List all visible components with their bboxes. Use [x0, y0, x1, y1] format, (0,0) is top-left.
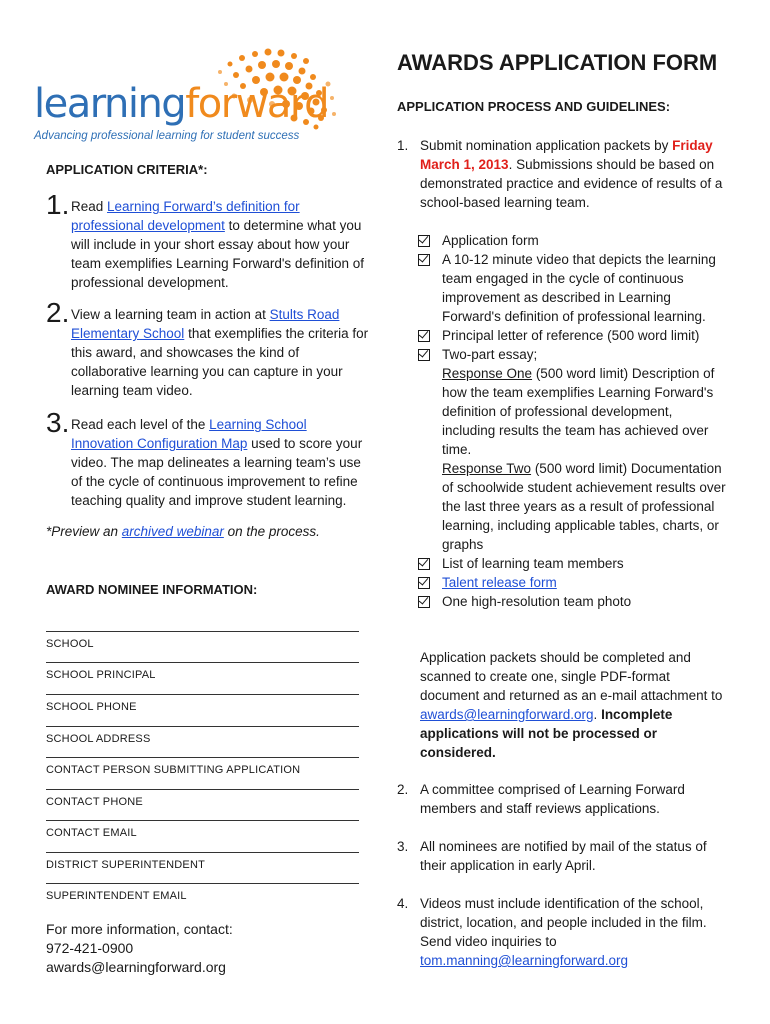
page-title: AWARDS APPLICATION FORM	[397, 50, 718, 75]
checklist-item: Application form	[418, 231, 728, 250]
district-superintendent-field[interactable]: DISTRICT SUPERINTENDENT	[46, 852, 359, 871]
contact-info	[46, 920, 233, 977]
response-one-label: Response One	[442, 366, 533, 381]
checkbox-icon	[418, 558, 430, 570]
school-field[interactable]: SCHOOL	[46, 631, 359, 650]
checkbox-icon	[418, 577, 430, 589]
deadline-date: Friday March 1, 2013	[420, 138, 713, 172]
checklist-item: One high-resolution team photo	[418, 592, 728, 611]
video-inquiry-email-link[interactable]: tom.manning@learningforward.org	[420, 953, 629, 968]
packets-instructions: Application packets should be completed and scanned to create one, single PDF-format document and returned as an e-mail attachment to awards@learningforward.org. Incomplete applications will not be processed or considered.	[420, 650, 723, 760]
contact-email: awards@learningforward.org	[46, 959, 226, 975]
process-heading: APPLICATION PROCESS AND GUIDELINES:	[397, 99, 671, 114]
talent-release-link[interactable]: Talent release form	[442, 575, 557, 590]
step-4: 4. Videos must include identification of the school, district, location, and people included in the film. Send video inquiries to tom.manning@learningforward.org	[397, 896, 707, 968]
awards-email-link[interactable]: awards@learningforward.org	[420, 707, 594, 722]
contact-phone: 972-421-0900	[46, 940, 134, 956]
checklist-item	[418, 573, 728, 592]
nominee-heading: AWARD NOMINEE INFORMATION:	[46, 582, 258, 597]
checkbox-icon	[418, 330, 430, 342]
checkbox-icon	[418, 254, 430, 266]
criteria-number: 2.	[46, 297, 70, 328]
contact-phone-field[interactable]: CONTACT PHONE	[46, 789, 359, 808]
requirements-checklist	[418, 231, 728, 611]
criteria-number: 1.	[46, 189, 70, 220]
checkbox-icon	[418, 349, 430, 361]
criteria-number: 3.	[46, 407, 70, 438]
superintendent-email-field[interactable]: SUPERINTENDENT EMAIL	[46, 883, 359, 902]
checkbox-icon	[418, 596, 430, 608]
criteria-item-1: 1. Read Learning Forward’s definition for professional development to determine what you will include in your short essay about how your team exemplifies Learning Forward's definition of professional development.	[46, 189, 364, 290]
innovation-map-link[interactable]: Learning School Innovation Configuration Map	[71, 417, 307, 451]
school-phone-field[interactable]: SCHOOL PHONE	[46, 694, 359, 713]
logo-tagline: Advancing professional learning for student success	[34, 130, 300, 142]
contact-line: For more information, contact:	[46, 921, 233, 937]
step-1: 1. Submit nomination application packets by Friday March 1, 2013. Submissions should be based on demonstrated practice and evidence of results of a school-based learning team.	[397, 138, 723, 210]
checklist-item: A 10-12 minute video that depicts the learning team engaged in the cycle of continuous improvement as described in Learning Forward's definition of professional learning.	[418, 250, 728, 326]
preview-note: *Preview an archived webinar on the process.	[46, 524, 320, 539]
archived-webinar-link[interactable]: archived webinar	[121, 524, 224, 539]
checklist-item: List of learning team members	[418, 554, 728, 573]
criteria-heading: APPLICATION CRITERIA*:	[46, 162, 208, 177]
contact-person-field[interactable]: CONTACT PERSON SUBMITTING APPLICATION	[46, 757, 359, 776]
stults-road-link[interactable]: Stults Road Elementary School	[71, 307, 340, 341]
step-3: 3. All nominees are notified by mail of the status of their application in early April.	[397, 839, 707, 873]
definition-link[interactable]: Learning Forward’s definition for professional development	[71, 199, 300, 233]
step-2: 2. A committee comprised of Learning Forward members and staff reviews applications.	[397, 782, 685, 816]
checklist-item: Principal letter of reference (500 word limit)	[418, 326, 728, 345]
checkbox-icon	[418, 235, 430, 247]
school-address-field[interactable]: SCHOOL ADDRESS	[46, 726, 359, 745]
criteria-item-3: 3. Read each level of the Learning School Innovation Configuration Map used to score your video. The map delineates a learning team’s use of the cycle of continuous improvement to refine teaching quality and improve student learning.	[46, 407, 363, 508]
checklist-item: Two-part essay; Response One (500 word limit) Description of how the team exemplifies Learning Forward's definition of professional development, including results the team has achieved over time. Response Two (500 word limit) Documentation of schoolwide student achievement results over the last three years as a result of professional learning, including applicable tables, charts, or graphs	[418, 345, 728, 554]
incomplete-warning: Incomplete applications will not be processed or considered.	[420, 707, 673, 760]
contact-email-field[interactable]: CONTACT EMAIL	[46, 820, 359, 839]
criteria-item-2: 2. View a learning team in action at Stults Road Elementary School that exemplifies the criteria for this award, and showcases the kind of collaborative learning you can capture in your learning team video.	[46, 297, 369, 398]
learning-forward-logo	[30, 44, 350, 144]
response-two-label: Response Two	[442, 461, 532, 476]
school-principal-field[interactable]: SCHOOL PRINCIPAL	[46, 662, 359, 681]
logo-wordmark: learningforward	[34, 81, 329, 127]
